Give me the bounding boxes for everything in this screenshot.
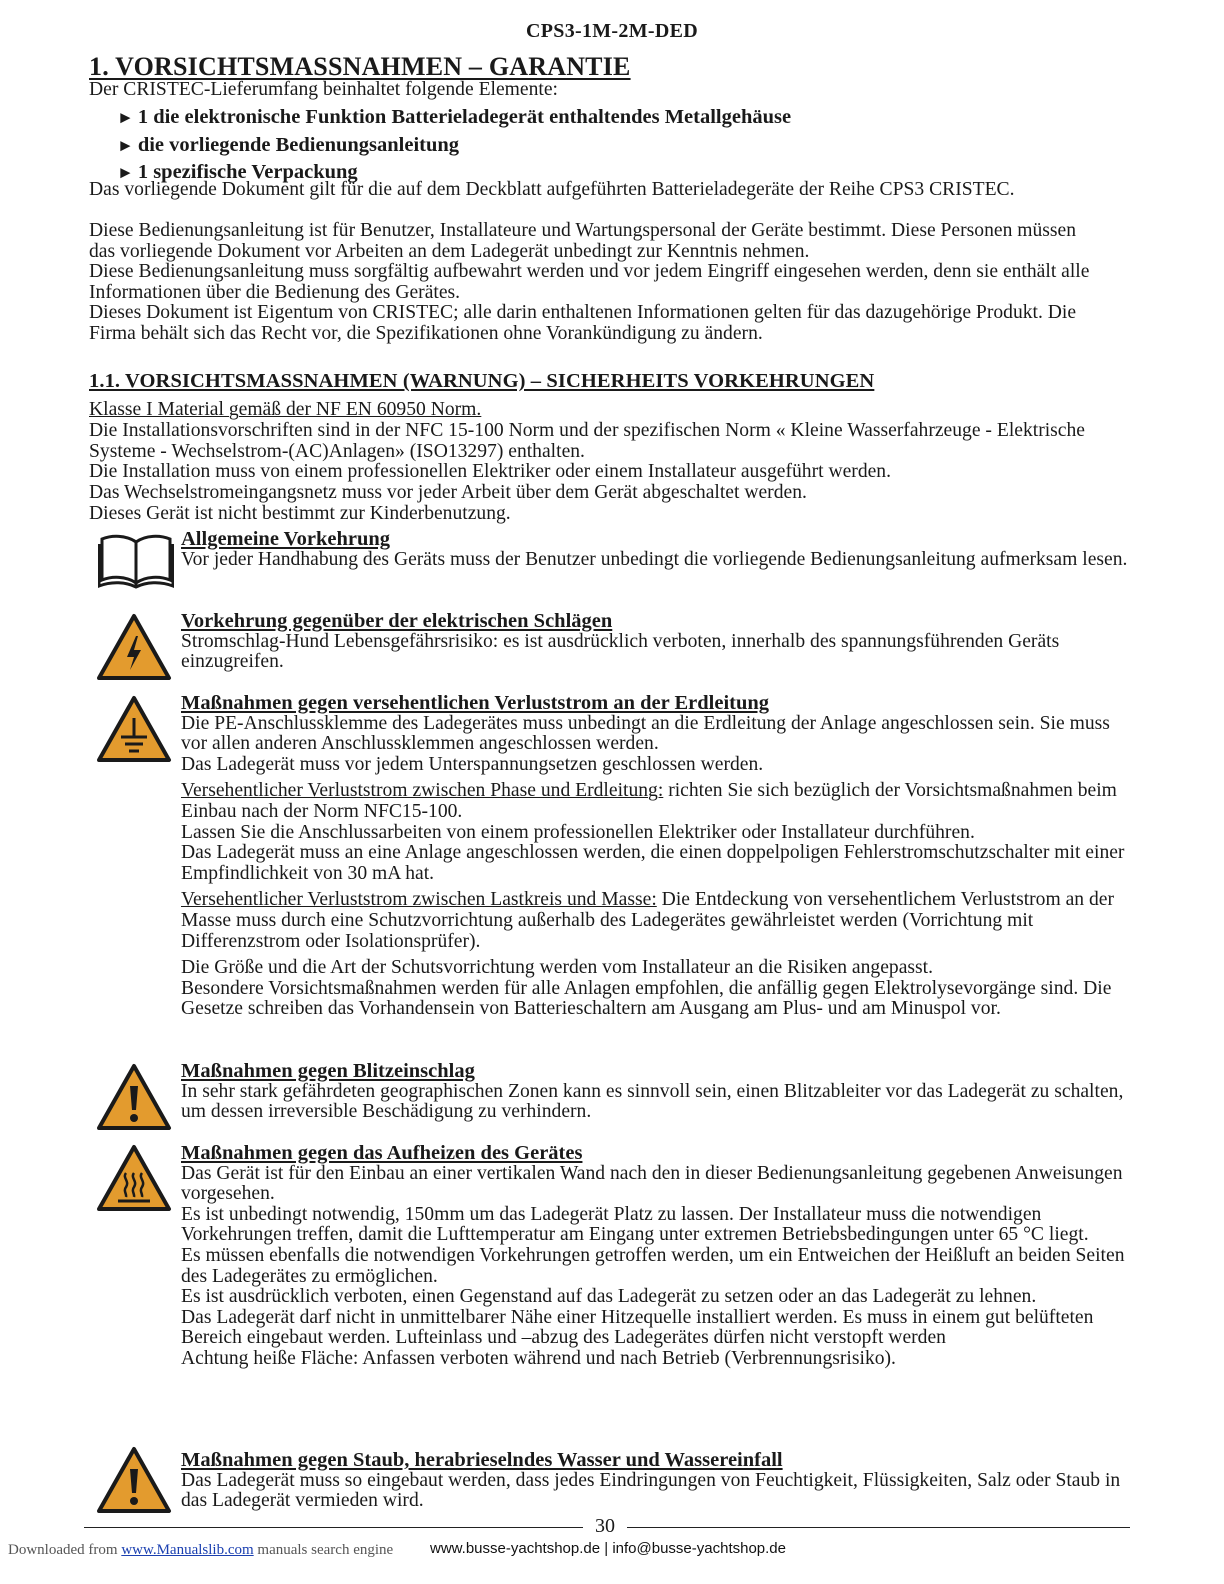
load-mass-label: Versehentlicher Verluststrom zwischen Lastkreis und Masse: [181, 889, 657, 911]
earth-precaution [181, 693, 1131, 1020]
list-item: ► 1 spezifische Verpackung [117, 161, 358, 183]
paragraph-scope: Das vorliegende Dokument gilt für die auf dem Deckblatt aufgeführten Batterieladegeräte der Reihe CPS3 CRISTEC. [89, 179, 1015, 200]
bullet-arrow-icon: ► [117, 108, 134, 127]
general-precaution [181, 529, 1131, 570]
page-number: 30 [583, 1515, 627, 1538]
heat-text-1: Das Gerät ist für den Einbau an einer vertikalen Wand nach den in dieser Bedienungsanleitung gegebenen Anweisungen vorgesehen. [181, 1162, 1123, 1205]
heat-text-5: Das Ladegerät darf nicht in unmittelbarer Nähe einer Hitzequelle installiert werden. Es muss in einem gut belüfteten Bereich eingebaut werden. Lufteinlass und –abzug des Ladegerätes dürfen nicht verstopft werden [181, 1306, 1094, 1349]
shock-precaution-title: Vorkehrung gegenüber der elektrischen Schlägen [181, 610, 613, 632]
list-item: ► 1 die elektronische Funktion Batterieladegerät enthaltendes Metallgehäuse [117, 106, 792, 128]
heat-text-2: Es ist unbedingt notwendig, 150mm um das Ladegerät Platz zu lassen. Der Installateur muss die notwendigen Vorkehrungen treffen, damit die Lufttemperatur am Eingang unter extremen Betriebsbedingungen unter 65 °C liegt. [181, 1203, 1089, 1246]
exclamation-warning-icon [96, 1445, 172, 1515]
electric-shock-warning-icon [96, 612, 172, 682]
installation-electrician: Die Installation muss von einem professionellen Elektriker oder einem Installateur ausgeführt werden. [89, 461, 892, 482]
open-book-icon [98, 530, 174, 600]
earth-text-5: Die Größe und die Art der Schutsvorrichtung werden vom Installateur an die Risiken angepasst. [181, 957, 933, 979]
class-line: Klasse I Material gemäß der NF EN 60950 Norm. [89, 399, 482, 420]
heat-text-6: Achtung heiße Fläche: Anfassen verboten während und nach Betrieb (Verbrennungsrisiko). [181, 1347, 896, 1369]
earth-text-2: Das Ladegerät muss vor jedem Unterspannungsetzen geschlossen werden. [181, 753, 764, 775]
earth-text-6: Besondere Vorsichtsmaßnahmen werden für alle Anlagen empfohlen, die anfällig gegen Elektrolysevorgänge sind. Die Gesetze schreiben das Vorhandensein von Batterieschaltern am Ausgang am Plus- und am Minuspol vor. [181, 977, 1112, 1020]
mains-disconnect: Das Wechselstromeingangsnetz muss vor jeder Arbeit über dem Gerät abgeschaltet werden. [89, 482, 807, 503]
heat-text-4: Es ist ausdrücklich verboten, einen Gegenstand auf das Ladegerät zu setzen oder an das Ladegerät zu lehnen. [181, 1286, 1037, 1308]
bullet-arrow-icon: ► [117, 135, 134, 155]
general-precaution-title: Allgemeine Vorkehrung [181, 528, 390, 550]
dust-precaution-title: Maßnahmen gegen Staub, herabrieselndes Wasser und Wassereinfall [181, 1449, 783, 1471]
general-precaution-text: Vor jeder Handhabung des Geräts muss der Benutzer unbedingt die vorliegende Bedienungsanleitung aufmerksam lesen. [181, 548, 1128, 570]
earth-text-1: Die PE-Anschlussklemme des Ladegerätes muss unbedingt an die Erdleitung der Anlage angeschlossen sein. Sie muss vor allen anderen Anschlussklemmen angeschlossen werden. [181, 712, 1110, 755]
heat-precaution-title: Maßnahmen gegen das Aufheizen des Gerätes [181, 1142, 583, 1164]
heat-precaution [181, 1143, 1131, 1370]
hot-surface-warning-icon [96, 1143, 172, 1213]
website-contact: www.busse-yachtshop.de | info@busse-yachtshop.de [430, 1540, 786, 1557]
lightning-precaution-text: In sehr stark gefährdeten geographischen Zonen kann es sinnvoll sein, einen Blitzableiter vor das Ladegerät zu schalten, um dessen irreversible Beschädigung zu verhindern. [181, 1080, 1124, 1123]
section-1-1-title: 1.1. VORSICHTSMASSNAHMEN (WARNUNG) – SICHERHEITS VORKEHRUNGEN [89, 370, 875, 392]
dust-precaution-text: Das Ladegerät muss so eingebaut werden, dass jedes Eindringungen von Feuchtigkeit, Flüssigkeiten, Salz oder Staub in das Ladegerät vermieden wird. [181, 1469, 1121, 1512]
lightning-precaution-title: Maßnahmen gegen Blitzeinschlag [181, 1060, 475, 1082]
load-mass-paragraph: Versehentlicher Verluststrom zwischen Lastkreis und Masse: Die Entdeckung von versehentlichem Verluststrom an der Masse muss durch eine Schutzvorrichtung außerhalb des Ladegerätes gewährleistet werden (Vorrichtung mit Differenzstrom oder Isolationsprüfer). [181, 889, 1115, 952]
earth-ground-warning-icon [96, 694, 172, 764]
section-1-intro: Der CRISTEC-Lieferumfang beinhaltet folgende Elemente: [89, 79, 558, 100]
bullet-arrow-icon: ► [117, 163, 134, 182]
earth-text-4: Das Ladegerät muss an eine Anlage angeschlossen werden, die einen doppelpoligen Fehlerstromschutzschalter mit einer Empfindlichkeit von 30 mA hat. [181, 842, 1125, 884]
manualslib-link[interactable]: www.Manualslib.com [121, 1542, 254, 1558]
document-code: CPS3-1M-2M-DED [526, 20, 698, 42]
phase-earth-label: Versehentlicher Verluststrom zwischen Phase und Erdleitung: [181, 780, 664, 802]
list-item: ► die vorliegende Bedienungsanleitung [117, 133, 460, 156]
exclamation-warning-icon [96, 1062, 172, 1132]
paragraph-storage: Diese Bedienungsanleitung muss sorgfältig aufbewahrt werden und vor jedem Eingriff eingesehen werden, denn sie enthält alle Informationen über die Bedienung des Gerätes. [89, 261, 1090, 303]
paragraph-audience: Diese Bedienungsanleitung ist für Benutzer, Installateure und Wartungspersonal der Geräte bestimmt. Diese Personen müssen das vorliegende Dokument vor Arbeiten an dem Ladegerät unbedingt zur Kenntnis nehmen. [89, 220, 1077, 262]
dust-precaution [181, 1450, 1131, 1512]
shock-precaution [181, 611, 1131, 673]
shock-precaution-text: Stromschlag-Hund Lebensgefährsrisiko: es ist ausdrücklich verboten, innerhalb des spannungsführenden Geräts einzugreifen. [181, 630, 1060, 673]
delivery-contents-list [117, 104, 791, 187]
earth-text-3: Lassen Sie die Anschlussarbeiten von einem professionellen Elektriker oder Installateur durchführen. [181, 821, 975, 843]
lightning-precaution [181, 1061, 1131, 1123]
earth-precaution-title: Maßnahmen gegen versehentlichen Verluststrom an der Erdleitung [181, 692, 770, 714]
phase-earth-paragraph: Versehentlicher Verluststrom zwischen Phase und Erdleitung: richten Sie sich bezüglich der Vorsichtsmaßnahmen beim Einbau nach der Norm NFC15-100. [181, 780, 1117, 822]
paragraph-property: Dieses Dokument ist Eigentum von CRISTEC; alle darin enthaltenen Informationen gelten für das dazugehörige Produkt. Die Firma behält sich das Recht vor, die Spezifikationen ohne Vorankündigung zu ändern. [89, 302, 1077, 344]
download-source: Downloaded from www.Manualslib.com manuals search engine [8, 1542, 394, 1558]
section-1-title: 1. VORSICHTSMASSNAHMEN – GARANTIE [89, 52, 631, 81]
heat-text-3: Es müssen ebenfalls die notwendigen Vorkehrungen getroffen werden, um ein Entweichen der Heißluft an beiden Seiten des Ladegerätes zu ermöglichen. [181, 1244, 1125, 1287]
child-use: Dieses Gerät ist nicht bestimmt zur Kinderbenutzung. [89, 503, 511, 524]
installation-rules: Die Installationsvorschriften sind in der NFC 15-100 Norm und der spezifischen Norm « Kleine Wasserfahrzeuge - Elektrische Systeme - Wechselstrom-(AC)Anlagen» (ISO13297) enthalten. [89, 420, 1085, 462]
